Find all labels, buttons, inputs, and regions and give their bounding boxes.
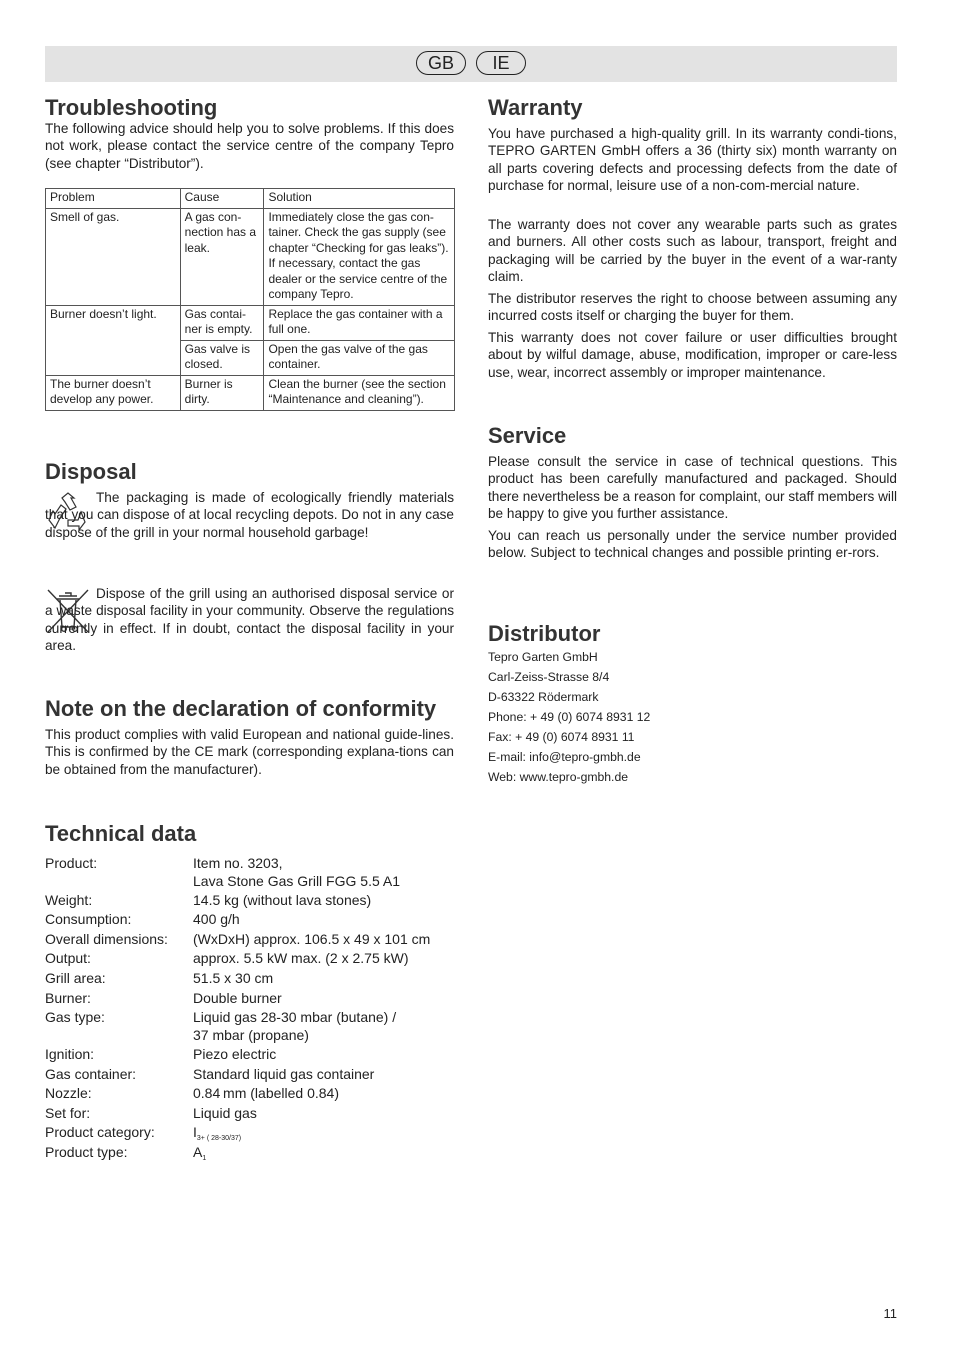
troubleshooting-title: Troubleshooting [45,95,218,120]
spec-label: Weight: [45,892,93,908]
lang-badge-gb: GB [416,51,466,75]
table-row [46,208,455,305]
warranty-title: Warranty [488,95,583,120]
distributor-fax: Fax: + 49 (0) 6074 8931 11 [488,730,635,744]
spec-value: $I_{3+ ( 28-30/37)}$ [193,1124,242,1142]
distributor-phone: Phone: + 49 (0) 6074 8931 12 [488,710,651,724]
spec-value: Liquid gas [193,1105,257,1121]
troubleshooting-table [45,188,455,411]
table-cell-problem: Burner doesn’t light. [46,305,181,375]
service-para-2: You can reach us personally under the service number provided below. Subject to technical changes and possible printing er-rors. [488,528,897,561]
spec-label: Burner: [45,990,91,1006]
spec-value: $A_1$ [193,1144,207,1162]
spec-value: 51.5 x 30 cm [193,970,274,986]
spec-label: Grill area: [45,970,106,986]
spec-label: Overall dimensions: [45,931,168,947]
conformity-text: This product complies with valid European and national guide-lines. This is confirmed by the CE mark (corresponding explana-tions can be obtained from the manufacturer). [45,727,454,777]
table-header-cell: Problem [46,189,181,209]
technical-data-title: Technical data [45,821,197,846]
spec-label: Product: [45,855,98,871]
spec-value: 0.84 mm (labelled 0.84) [193,1085,339,1101]
spec-label: Set for: [45,1105,91,1121]
spec-label: Output: [45,950,91,966]
page-number: 11 [883,1306,897,1321]
warranty-para-2: The warranty does not cover any wearable parts such as grates and burners. All other costs such as labour, transport, freight and packaging will be carried by the buyer in the event of a war-ranty claim. [488,217,897,285]
spec-value: Item no. 3203, Lava Stone Gas Grill FGG 5.5 A1 [193,855,400,889]
table-row [46,305,455,340]
spec-value: Piezo electric [193,1046,277,1062]
troubleshooting-intro: The following advice should help you to solve problems. If this does not work, please contact the service centre of the company Tepro (see chapter “Distributor”). [45,121,454,171]
warranty-para-1: You have purchased a high-quality grill. In its warranty condi-tions, TEPRO GARTEN GmbH offers a 36 (thirty six) month warranty on all parts covering defects and processing defects from the date of purchase for normal, leisure use of a non-com-mercial nature. [488,126,897,194]
table-cell-cause: Gas valve is closed. [180,340,264,375]
spec-value: (WxDxH) approx. 106.5 x 49 x 101 cm [193,931,431,947]
spec-label: Product category: [45,1124,155,1140]
spec-label: Ignition: [45,1046,95,1062]
distributor-web: Web: www.tepro-gmbh.de [488,770,628,784]
header-bar [45,46,897,82]
warranty-para-3: The distributor reserves the right to choose between assuming any incurred costs itself or charging the buyer for them. [488,291,897,324]
spec-value: 400 g/h [193,911,240,927]
distributor-company: Tepro Garten GmbH [488,650,598,664]
disposal-title: Disposal [45,459,137,484]
spec-value: approx. 5.5 kW max. (2 x 2.75 kW) [193,950,409,966]
spec-label: Gas container: [45,1066,137,1082]
service-para-1: Please consult the service in case of technical questions. This product has been carefully manufactured and packaged. Should there nevertheless be a reason for complaint, our staff members will be happy to give you further assistance. [488,454,897,522]
table-cell-solution: Replace the gas container with a full one. [264,305,455,340]
spec-value: 14.5 kg (without lava stones) [193,892,372,908]
table-row [46,375,455,410]
table-header-cell: Solution [264,189,455,209]
distributor-email: E-mail: info@tepro-gmbh.de [488,750,641,764]
spec-label: Gas type: [45,1009,105,1025]
table-header-cell: Cause [180,189,264,209]
spec-label: Product type: [45,1144,128,1160]
table-cell-solution: Immediately close the gas con-tainer. Check the gas supply (see chapter “Checking for gas leaks”). If necessary, contact the gas dealer or the service centre of the company Tepro. [264,208,455,305]
disposal-grill-text: Dispose of the grill using an authorised disposal service or a waste disposal facility in your community. Observe the regulations currently in effect. If in doubt, contact the disposal facility in your area. [45,586,454,654]
distributor-title: Distributor [488,621,601,646]
spec-value: Liquid gas 28-30 mbar (butane) / 37 mbar (propane) [193,1009,397,1043]
lang-badge-ie: IE [476,51,526,75]
spec-value: Standard liquid gas container [193,1066,375,1082]
table-cell-problem: The burner doesn’t develop any power. [46,375,181,410]
spec-value: Double burner [193,990,282,1006]
conformity-title: Note on the declaration of conformity [45,696,437,721]
table-cell-cause: Burner is dirty. [180,375,264,410]
table-cell-solution: Open the gas valve of the gas container. [264,340,455,375]
disposal-packaging-text: The packaging is made of ecologically friendly materials that you can dispose of at local recycling depots. Do not in any case dispose of the grill in your normal household garbage! [45,490,454,540]
table-cell-cause: A gas con-nection has a leak. [180,208,264,305]
distributor-city: D-63322 Rödermark [488,690,599,704]
table-cell-problem: Smell of gas. [46,208,181,305]
table-cell-cause: Gas contai-ner is empty. [180,305,264,340]
spec-label: Consumption: [45,911,132,927]
table-cell-solution: Clean the burner (see the section “Maintenance and cleaning”). [264,375,455,410]
spec-label: Nozzle: [45,1085,92,1101]
table-header-row [46,189,455,209]
service-title: Service [488,423,567,448]
distributor-street: Carl-Zeiss-Strasse 8/4 [488,670,610,684]
warranty-para-4: This warranty does not cover failure or user difficulties brought about by wilful damage, abuse, modification, improper or care-less use, wear, incorrect assembly or improper maintenance. [488,330,897,380]
